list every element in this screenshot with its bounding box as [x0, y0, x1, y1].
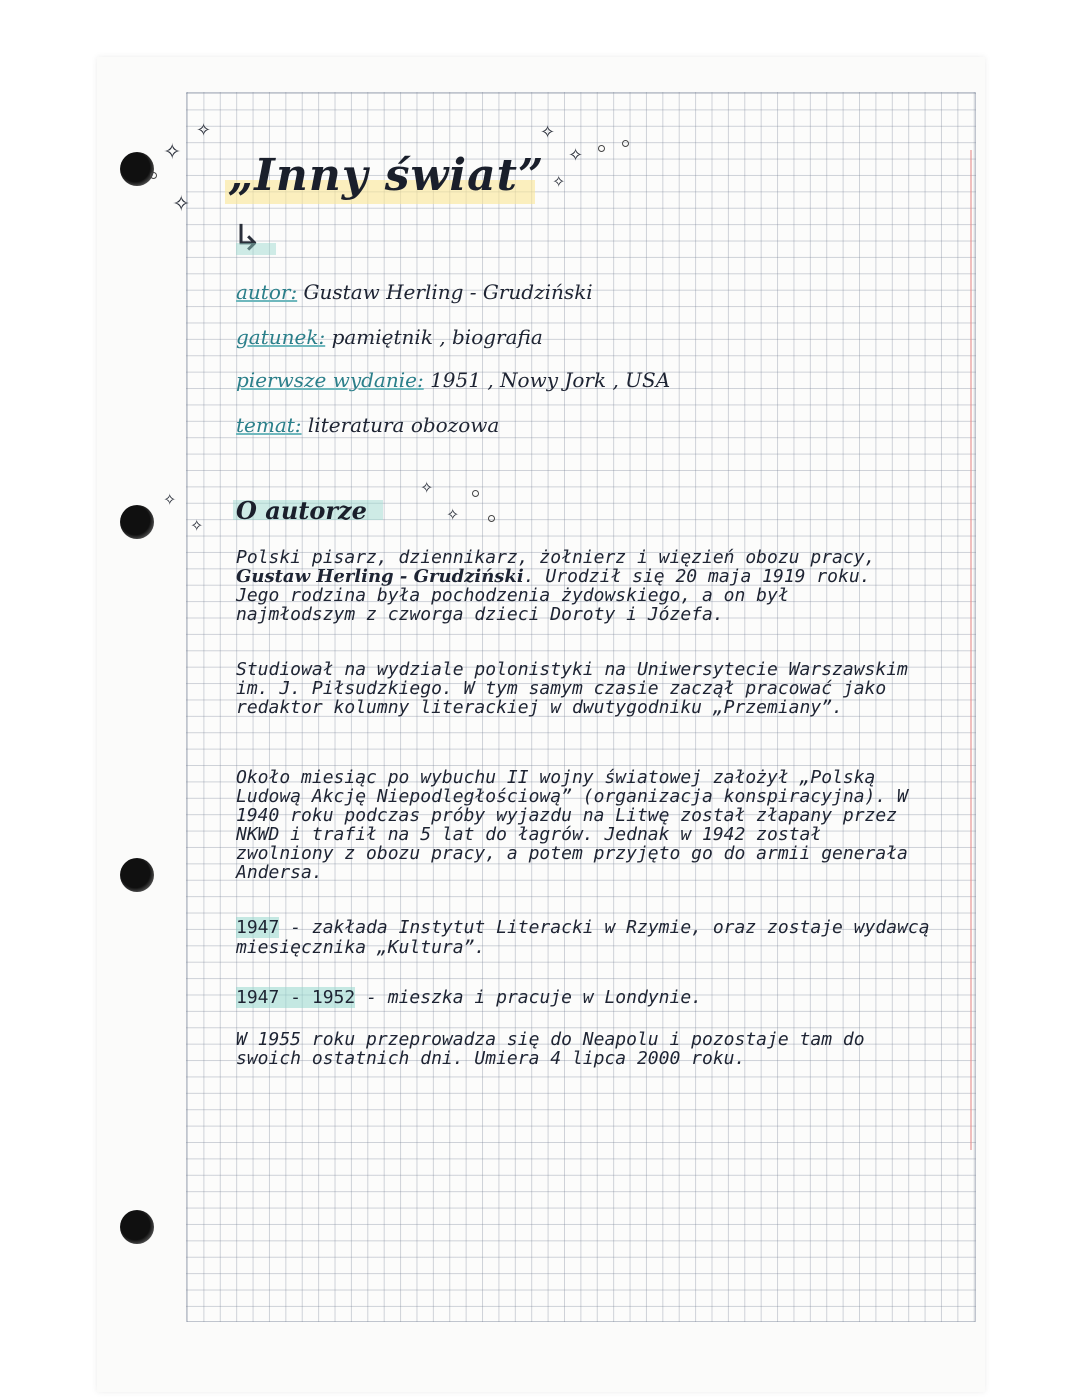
arrow-down-icon: ↳: [232, 218, 263, 259]
timeline-entry: 1947 - 1952 - mieszka i pracuje w Londynie.: [236, 987, 703, 1008]
sparkle-icon: ✧: [540, 122, 556, 143]
sparkle-icon: ✧: [446, 505, 460, 524]
binder-hole: [120, 858, 154, 892]
paragraph-war: Około miesiąc po wybuchu II wojny światowej założył „Polską Ludową Akcję Niepodległościową” (organizacja konspiracyjna). W 1940 roku podczas próby wyjazdu na Litwę został złapany przez NKWD i trafił na 5 lat do łagrów. Jednak w 1942 został zwolniony z obozu pracy, a potem przyjęto go do armii generała Andersa.: [236, 767, 908, 883]
page-title: „Inny świat”: [228, 150, 545, 201]
binder-hole: [120, 1210, 154, 1244]
sparkle-icon: ✧: [190, 516, 204, 535]
sparkle-icon: ✧: [196, 120, 212, 141]
dot-decoration: [622, 140, 629, 147]
margin-line: [970, 150, 972, 1150]
sparkle-icon: ✧: [172, 192, 191, 217]
sparkle-icon: ✧: [163, 490, 177, 509]
dot-decoration: [150, 172, 157, 179]
binder-hole: [120, 152, 154, 186]
section-heading: O autorze: [236, 496, 367, 525]
sparkle-icon: ✧: [420, 478, 434, 497]
meta-genre: gatunek: pamiętnik , biografia: [236, 325, 543, 349]
dot-decoration: [598, 145, 605, 152]
paragraph-closing: W 1955 roku przeprowadza się do Neapolu i pozostaje tam do swoich ostatnich dni. Umiera 4 lipca 2000 roku.: [236, 1029, 865, 1069]
arrow-highlight: [236, 243, 276, 255]
paragraph-studies: Studiował na wydziale polonistyki na Uniwersytecie Warszawskim im. J. Piłsudzkiego. W tym samym czasie zaczął pracować jako redaktor kolumny literackiej w dwutygodniku „Przemiany”.: [236, 659, 908, 718]
sparkle-icon: ✧: [568, 145, 584, 166]
timeline-entry: 1947 - zakłada Instytut Literacki w Rzymie, oraz zostaje wydawcą miesięcznika „Kultura”.: [236, 917, 930, 958]
sparkle-icon: ✧: [552, 172, 566, 191]
dot-decoration: [472, 490, 479, 497]
sparkle-icon: ✧: [163, 140, 182, 165]
meta-topic: temat: literatura obozowa: [236, 413, 500, 437]
binder-hole: [120, 505, 154, 539]
paragraph-intro: Polski pisarz, dziennikarz, żołnierz i więzień obozu pracy, Gustaw Herling - Grudziński. Urodził się 20 maja 1919 roku. Jego rodzina była pochodzenia żydowskiego, a on był najmłodszym z czworga dzieci Doroty i Józefa.: [236, 547, 876, 625]
dot-decoration: [488, 515, 495, 522]
meta-author: autor: Gustaw Herling - Grudziński: [236, 280, 593, 304]
meta-first-edition: pierwsze wydanie: 1951 , Nowy Jork , USA: [236, 368, 671, 392]
